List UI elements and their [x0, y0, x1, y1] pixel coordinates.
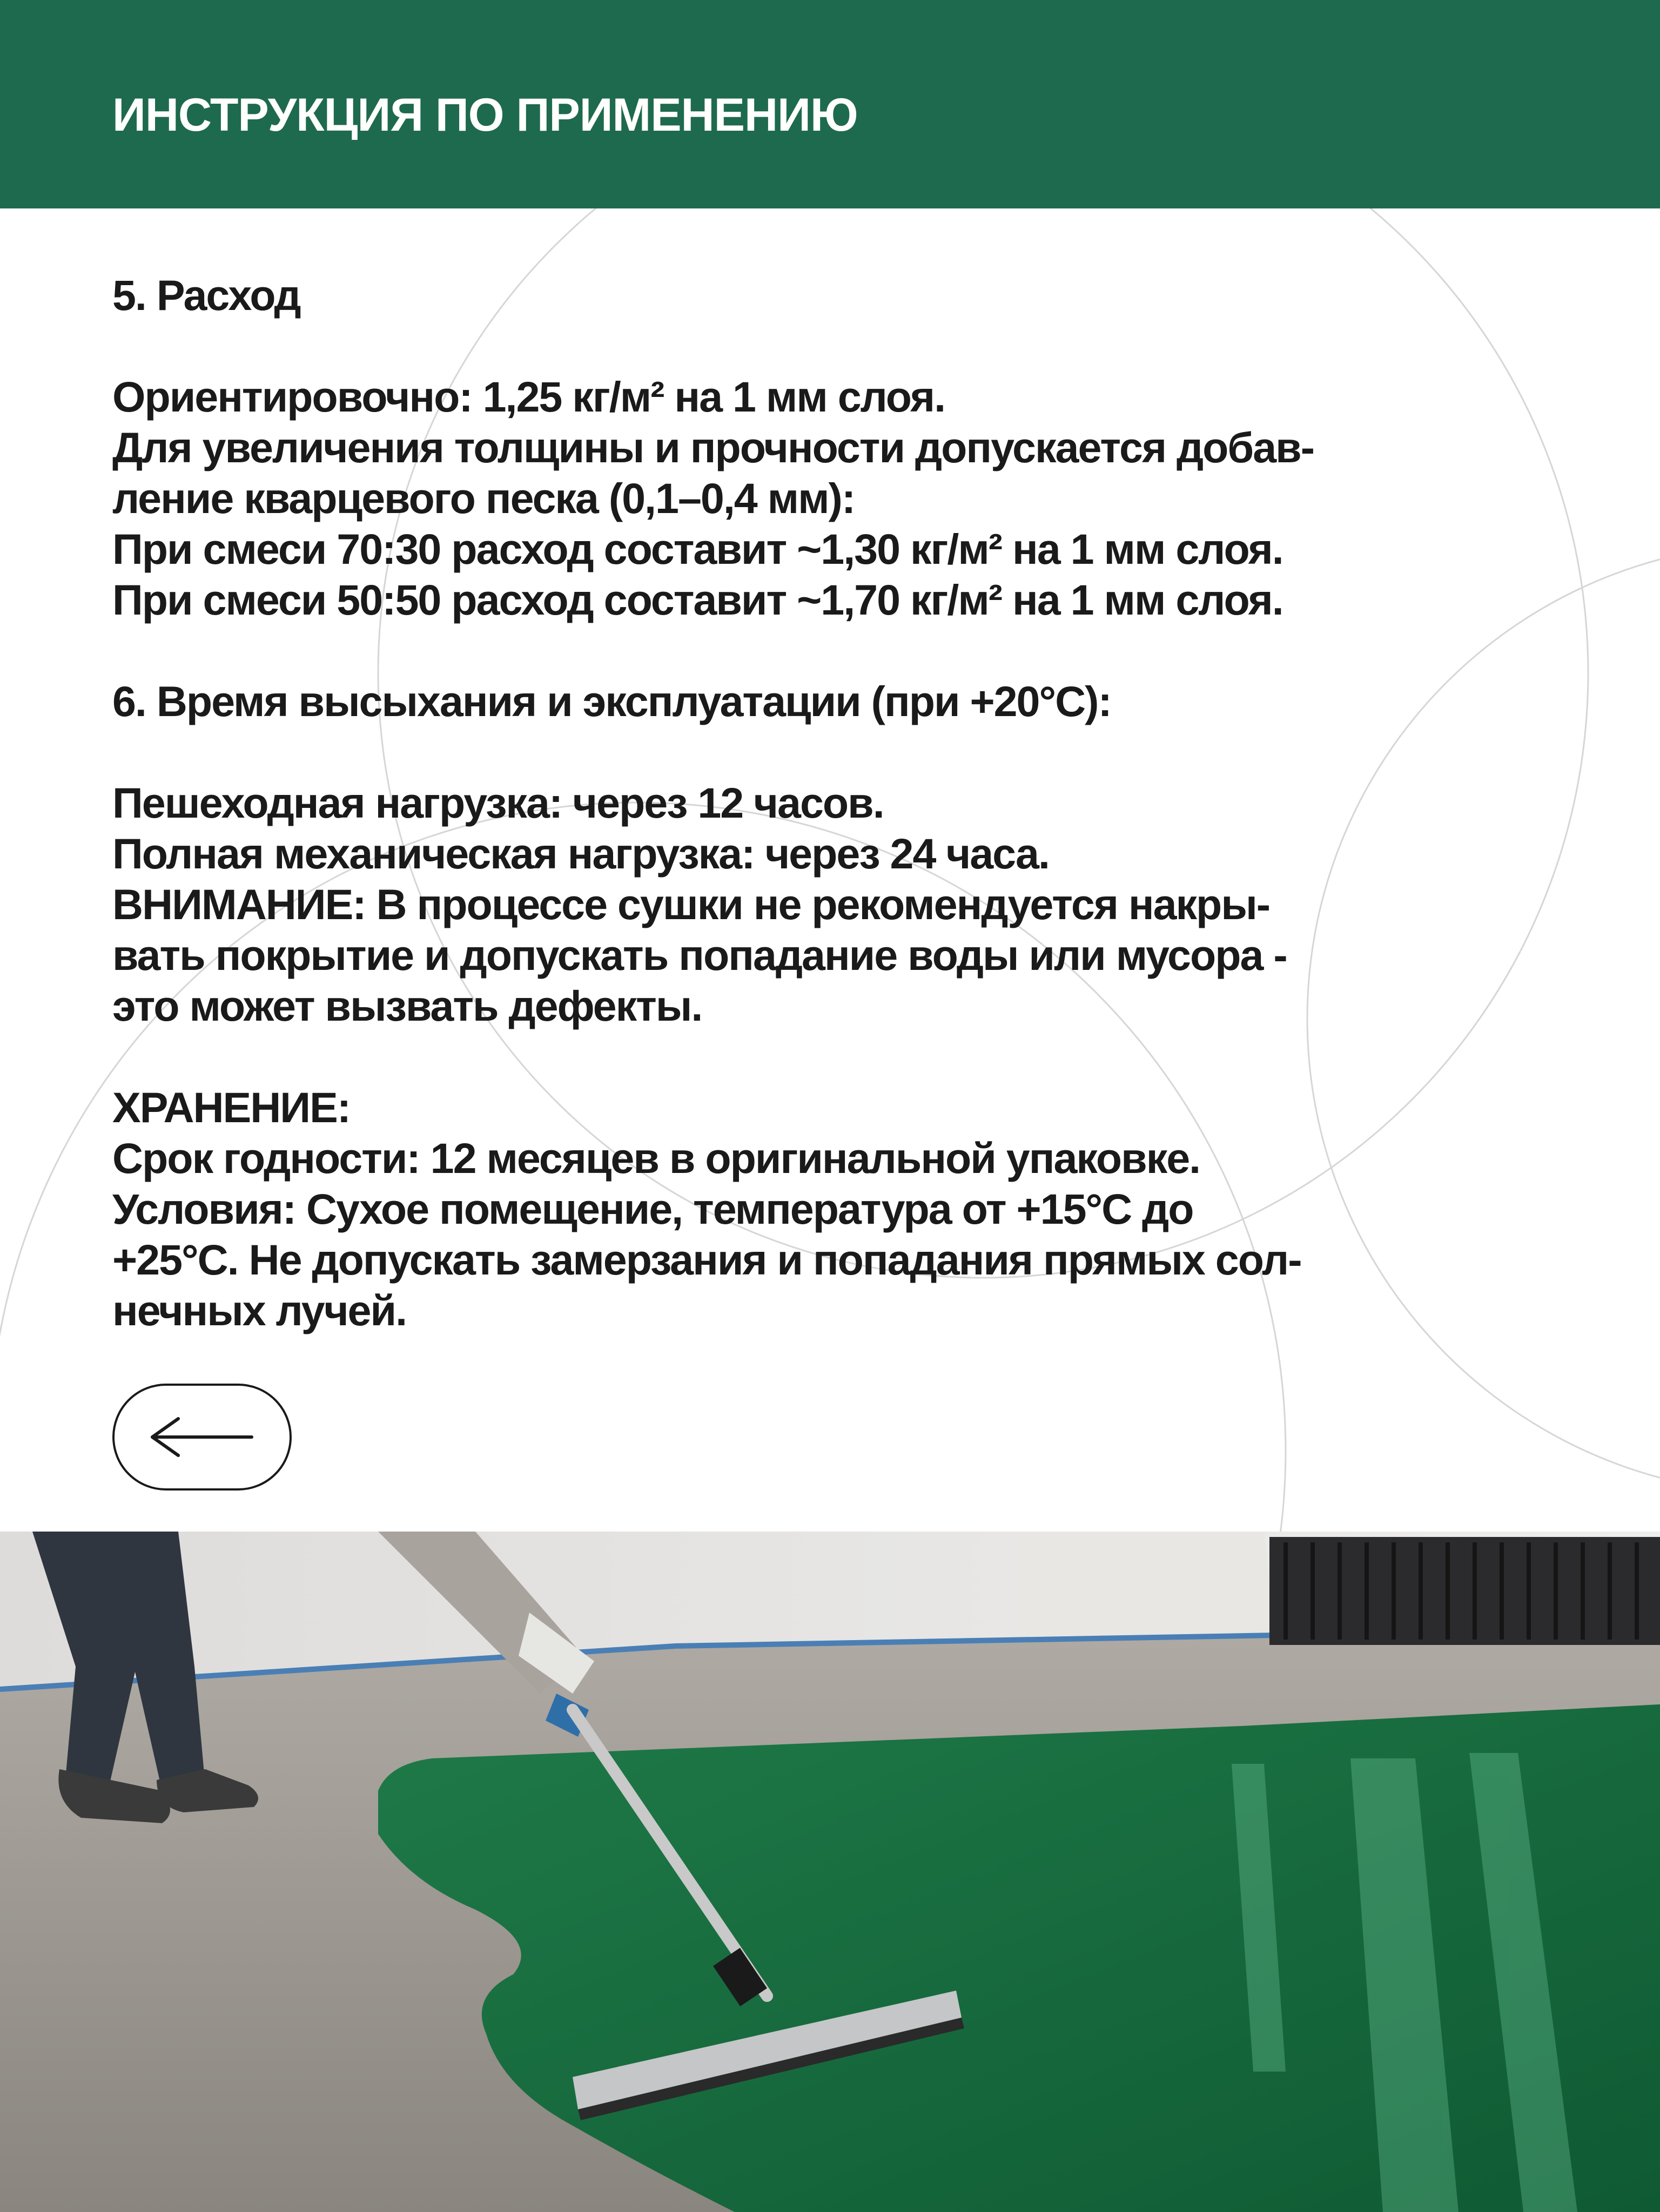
section-heading-storage: ХРАНЕНИЕ: — [112, 1083, 351, 1131]
instruction-text — [112, 270, 1571, 1336]
text-line: Полная механическая нагрузка: через 24 часа. — [112, 830, 1049, 878]
radiator — [1269, 1537, 1660, 1645]
section-heading-drying: 6. Время высыхания и эксплуатации (при +20°C): — [112, 677, 1111, 725]
text-line: Условия: Сухое помещение, температура от +15°C до — [112, 1185, 1193, 1233]
text-line: Для увеличения толщины и прочности допускается добав- — [112, 423, 1314, 471]
application-photo — [0, 1532, 1660, 2212]
arrow-left-icon — [148, 1415, 256, 1459]
text-line: ление кварцевого песка (0,1–0,4 мм): — [112, 474, 855, 522]
text-line: При смеси 50:50 расход составит ~1,70 кг/м² на 1 мм слоя. — [112, 576, 1283, 624]
text-line: вать покрытие и допускать попадание воды или мусора - — [112, 931, 1287, 979]
text-line: При смеси 70:30 расход составит ~1,30 кг/м² на 1 мм слоя. — [112, 525, 1283, 573]
text-line: нечных лучей. — [112, 1286, 407, 1334]
section-heading-consumption: 5. Расход — [112, 271, 300, 319]
header-bar — [0, 0, 1660, 208]
text-line: это может вызвать дефекты. — [112, 982, 702, 1030]
text-line: +25°C. Не допускать замерзания и попадания прямых сол- — [112, 1236, 1301, 1284]
text-line: ВНИМАНИЕ: В процессе сушки не рекомендуется накры- — [112, 880, 1270, 928]
page-title: ИНСТРУКЦИЯ ПО ПРИМЕНЕНИЮ — [112, 89, 858, 141]
text-line: Пешеходная нагрузка: через 12 часов. — [112, 779, 884, 827]
text-line: Ориентировочно: 1,25 кг/м² на 1 мм слоя. — [112, 373, 945, 421]
back-button[interactable] — [112, 1384, 292, 1491]
side-wall — [1016, 1532, 1275, 1642]
text-line: Срок годности: 12 месяцев в оригинальной упаковке. — [112, 1134, 1200, 1182]
